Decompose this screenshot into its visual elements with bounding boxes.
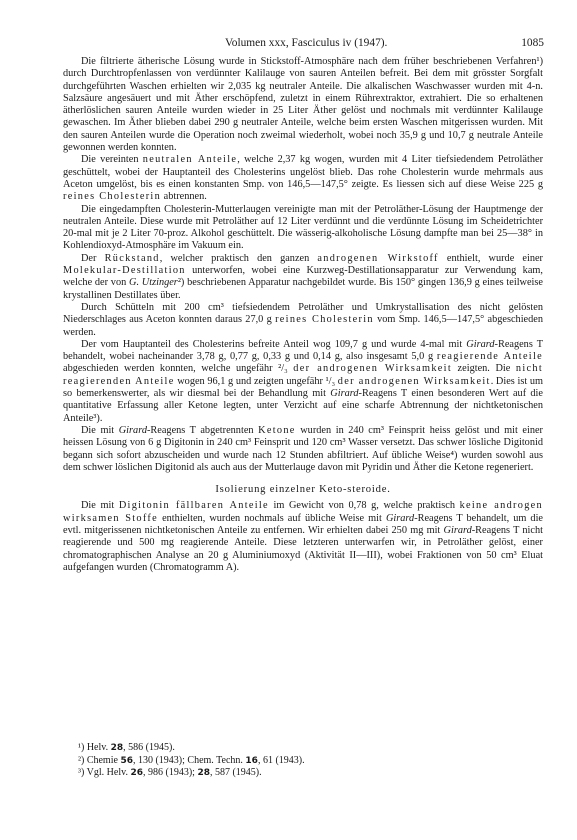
spaced-term: reines Cholesterin <box>63 191 162 203</box>
paragraph: Die eingedampften Cholesterin-Mutterlaugen vereinigte man mit der Petroläther-Lösung der Hauptmenge der neutralen Anteile. Diese wurde mit Petroläther auf 12 Liter verdünnt und die verdünnte Lösung im Scheidetrichter 20-mal mit je 2 Liter 70-proz. Alkohol geschüttelt. Die wässerig-alkoholische Lösung dampfte man bei 25—38° in Kohlendioxyd-Atmosphäre im Vakuum ein. <box>63 203 543 252</box>
paragraph: Durch Schütteln mit 200 cm³ tiefsiedendem Petroläther und Umkrystallisation des nicht gelösten Niederschlages aus Aceton konnten daraus 27,0 g reines Cholesterin vom Smp. 146,5—147,5° abgeschieden werden. <box>63 301 543 338</box>
page-number: 1085 <box>521 37 544 49</box>
volume-number: 16 <box>245 755 258 766</box>
spaced-term: reagierende Anteile <box>436 351 544 363</box>
section-heading: Isolierung einzelner Keto-steroide. <box>215 484 391 496</box>
volume-number: 26 <box>130 768 143 778</box>
spaced-term: nicht reagierenden Anteile <box>63 363 543 387</box>
paragraph: Die mit Digitonin fällbaren Anteile im Gewicht von 0,78 g, welche praktisch keine androgen wirksamen Stoffe enthielten, wurden nochmals auf übliche Weise mit Girard-Reagens T behandelt, um die evtl. mitgerissenen nichtketonischen Anteile zu entfernen. Wir erhielten dabei 250 mg mit Girard-Reagens T nicht reagierende und 500 mg reagierende Anteile. Diese letzteren unterwarfen wir, in Petroläther gelöst, einer chromatographischen Analyse an 20 g Aluminiumoxyd (Aktivität II—III), wobei Fraktionen von 50 cm³ Eluat aufgefangen wurden (Chromatogramm A). <box>63 500 543 573</box>
paragraph: Die vereinten neutralen Anteile, welche 2,37 kg wogen, wurden mit 4 Liter tiefsiedendem Petroläther geschüttelt, wobei der Hauptanteil des Cholesterins ungelöst blieb. Das rohe Cholesterin wurde mehrmals aus Aceton umgelöst, bis es einen konstanten Smp. von 146,5—147,5° zeigte. Es liessen sich auf diese Weise 225 g reines Cholesterin abtrennen. <box>63 154 543 203</box>
author-name: G. Utzinger <box>129 277 178 289</box>
journal-title: Volumen xxx, Fasciculus iv (1947). <box>225 37 388 49</box>
paragraph: Die filtrierte ätherische Lösung wurde in Stickstoff-Atmosphäre nach dem früher beschriebenen Verfahren¹) durch Durchtropfenlassen von verdünnter Kalilauge von sauren Anteilen befreit. Bei dem mit grösster Sorgfalt durchgeführten Waschen erhielten wir 2,035 kg neutraler Anteile. Die alkalischen Waschwasser wurden mit 4-n. Salzsäure angesäuert und mit Äther erschöpfend, zuletzt in einem Rührextraktor, extrahiert. Die so erhaltenen ätherlöslichen sauren Anteile wurden wieder in 25 Liter Äther gelöst und nochmals mit verdünnter Kalilauge gewaschen. Im Äther blieben dabei 290 g neutraler Anteile, welche beim ersten Waschen mitgerissen wurden. Mit den sauren Anteilen wurde die Operation noch zweimal wiederholt, wobei noch 35,9 g und 10,7 g neutrale Anteile gewonnen werden konnten. <box>63 56 543 154</box>
author-name: Girard <box>118 424 147 436</box>
footnote: ¹) Helv. 28, 586 (1945). <box>78 742 175 753</box>
spaced-term: Molekular-Destillation <box>63 265 186 277</box>
spaced-term: reines Cholesterin <box>275 314 374 326</box>
paragraph: Die mit Girard-Reagens T abgetrennten Ketone wurden in 240 cm³ Feinsprit heiss gelöst und mit einer heissen Lösung von 6 g Digitonin in 240 cm³ Feinsprit und 120 cm³ Wasser versetzt. Das schwer lösliche Digitonid begann sich sofort abzuscheiden und wurde nach 12 Stunden abfiltriert. Auf übliche Weise⁴) wurden sowohl aus dem schwer löslichen Digitonid als auch aus der Mutterlauge davon mit Pyridin und Äther die Ketone regeneriert. <box>63 424 543 473</box>
footnotes <box>78 742 305 780</box>
author-name: Girard <box>466 338 495 350</box>
author-name: Girard <box>330 388 359 400</box>
paragraph: Der vom Hauptanteil des Cholesterins befreite Anteil wog 109,7 g und wurde 4-mal mit Girard-Reagens T behandelt, wobei nacheinander 3,78 g, 0,77 g, 0,33 g und 0,14 g, also insgesamt 5,0 g reagierende Anteile abgeschieden werden konnten, welche ungefähr ²/₃ der androgenen Wirksamkeit zeigten. Die nicht reagierenden Anteile wogen 96,1 g und zeigten ungefähr ¹/₃ der androgenen Wirksamkeit. Dies ist um so bemerkenswerter, als wir diesmal bei der Behandlung mit Girard-Reagens T einen besonderen Wert auf die quantitative Erfassung aller Ketone legten, unter Verzicht auf eine scharfe Abtrennung der nichtketonischen Anteile³). <box>63 338 544 424</box>
spaced-term: androgenen Wirkstoff <box>317 252 439 264</box>
spaced-term: neutralen Anteile <box>142 154 238 166</box>
spaced-term: keine androgen wirksamen Stoffe <box>63 500 543 524</box>
footnote: ²) Chemie 56, 130 (1943); Chem. Techn. 16, 61 (1943). <box>78 754 305 766</box>
author-name: Girard <box>385 512 415 524</box>
volume-number: 28 <box>197 768 210 778</box>
paragraph: Der Rückstand, welcher praktisch den ganzen androgenen Wirkstoff enthielt, wurde einer Molekular-Destillation unterworfen, wobei eine Kurzweg-Destillationsapparatur zur Verwendung kam, welche der von G. Utzinger²) beschriebenen Apparatur nachgebildet wurde. Bis 150° gingen 136,9 g eines teilweise krystallinen Destillates über. <box>63 252 544 301</box>
body-text <box>63 56 543 574</box>
footnote: ³) Vgl. Helv. 26, 986 (1943); 28, 587 (1945). <box>78 767 262 778</box>
author-name: Girard <box>443 524 472 536</box>
spaced-term: Digitonin fällbaren Anteile <box>118 500 269 512</box>
spaced-term: der androgenen Wirksamkeit <box>337 375 491 387</box>
spaced-term: der androgenen Wirksamkeit <box>293 363 452 375</box>
volume-number: 28 <box>110 743 124 753</box>
spaced-term: Ketone <box>258 424 296 436</box>
volume-number: 56 <box>120 755 133 766</box>
spaced-term: Rückstand <box>104 252 160 264</box>
